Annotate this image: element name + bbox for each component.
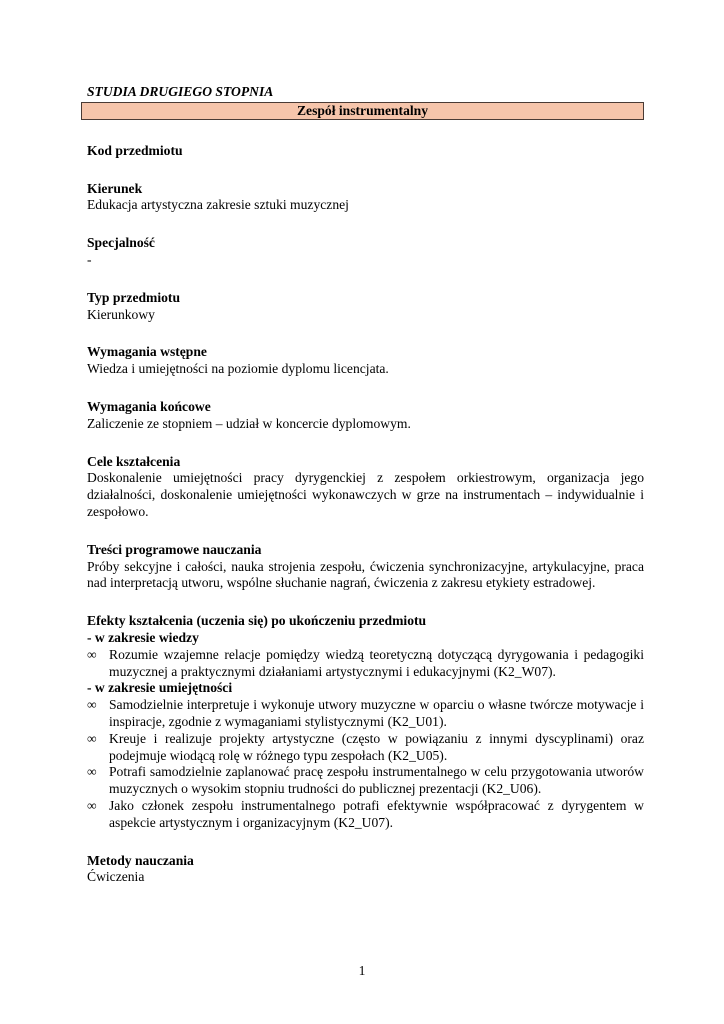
list-item: [87, 798, 644, 832]
list-item-text: Samodzielnie interpretuje i wykonuje utwory muzyczne w oparciu o własne twórcze motywacje i inspiracje, zgodnie z wymaganiami stylistycznymi (K2_U01).: [109, 697, 644, 729]
section-kod-przedmiotu: [87, 143, 644, 160]
section-value: Wiedza i umiejętności na poziomie dyplomu licencjata.: [87, 361, 389, 377]
section-value: Ćwiczenia: [87, 869, 145, 885]
section-label: Efekty kształcenia (uczenia się) po ukończeniu przedmiotu: [87, 613, 427, 629]
section-wymagania-koncowe: [87, 399, 644, 433]
section-tresci-programowe: [87, 542, 644, 592]
section-metody-nauczania: [87, 853, 644, 887]
section-value: Edukacja artystyczna zakresie sztuki muzycznej: [87, 197, 349, 213]
list-item: [87, 764, 644, 798]
subheading-wiedza: - w zakresie wiedzy: [87, 629, 199, 645]
subheading-umiejetnosci: - w zakresie umiejętności: [87, 680, 233, 696]
course-title-bar: Zespół instrumentalny: [81, 102, 644, 120]
section-cele-ksztalcenia: [87, 454, 644, 521]
list-item: [87, 697, 644, 731]
section-label: Kierunek: [87, 180, 143, 196]
infinity-bullet-icon: ∞: [87, 697, 97, 713]
section-value: Próby sekcyjne i całości, nauka strojenia zespołu, ćwiczenia synchronizacyjne, artykulacyjne, praca nad interpretacją utworu, wspólne słuchanie nagrań, ćwiczenia z zakresu etykiety estradowej.: [87, 558, 644, 591]
infinity-bullet-icon: ∞: [87, 764, 97, 780]
infinity-bullet-icon: ∞: [87, 730, 97, 746]
section-typ-przedmiotu: [87, 290, 644, 324]
section-label: Wymagania wstępne: [87, 344, 207, 360]
section-value: Doskonalenie umiejętności pracy dyrygenckiej z zespołem orkiestrowym, organizacja jego działalności, doskonalenie umiejętności wykonawczych w grze na instrumentach – indywidualnie i zespołowo.: [87, 470, 644, 519]
section-label: Wymagania końcowe: [87, 398, 211, 414]
section-wymagania-wstepne: [87, 344, 644, 378]
study-level-heading: STUDIA DRUGIEGO STOPNIA: [87, 84, 274, 99]
section-label: Treści programowe nauczania: [87, 541, 262, 557]
section-efekty-ksztalcenia: [87, 613, 644, 831]
section-label: Typ przedmiotu: [87, 289, 181, 305]
list-item: [87, 647, 644, 681]
list-item-text: Rozumie wzajemne relacje pomiędzy wiedzą teoretyczną dotyczącą dyrygowania i pedagogiki muzycznej a praktycznymi działaniami artystycznymi i edukacyjnymi (K2_W07).: [109, 646, 644, 679]
section-label: Cele kształcenia: [87, 453, 181, 469]
infinity-bullet-icon: ∞: [87, 646, 97, 662]
section-label: Specjalność: [87, 235, 155, 251]
list-item-text: Potrafi samodzielnie zaplanować pracę zespołu instrumentalnego w celu przygotowania utworów muzycznych o wysokim stopniu trudności do publicznej prezentacji (K2_U06).: [109, 764, 644, 797]
section-specjalnosc: [87, 235, 644, 269]
section-kierunek: [87, 181, 644, 215]
list-item-text: Jako członek zespołu instrumentalnego potrafi efektywnie współpracować z dyrygentem w aspekcie artystycznym i organizacyjnym (K2_U07).: [109, 797, 644, 830]
wiedza-list: [87, 647, 644, 681]
section-value: Kierunkowy: [87, 306, 155, 322]
page-number: 1: [358, 963, 366, 978]
list-item-text: Kreuje i realizuje projekty artystyczne (często w powiązaniu z innymi dyscyplinami) oraz podejmuje wiodącą rolę w różnego typu zespołach (K2_U05).: [109, 730, 644, 763]
list-item: [87, 731, 644, 765]
section-label: Metody nauczania: [87, 852, 194, 868]
infinity-bullet-icon: ∞: [87, 797, 97, 813]
section-value: -: [87, 251, 92, 267]
section-value: Zaliczenie ze stopniem – udział w koncercie dyplomowym.: [87, 415, 411, 431]
section-label: Kod przedmiotu: [87, 142, 183, 158]
umiejetnosci-list: [87, 697, 644, 831]
document-page: [87, 84, 644, 886]
